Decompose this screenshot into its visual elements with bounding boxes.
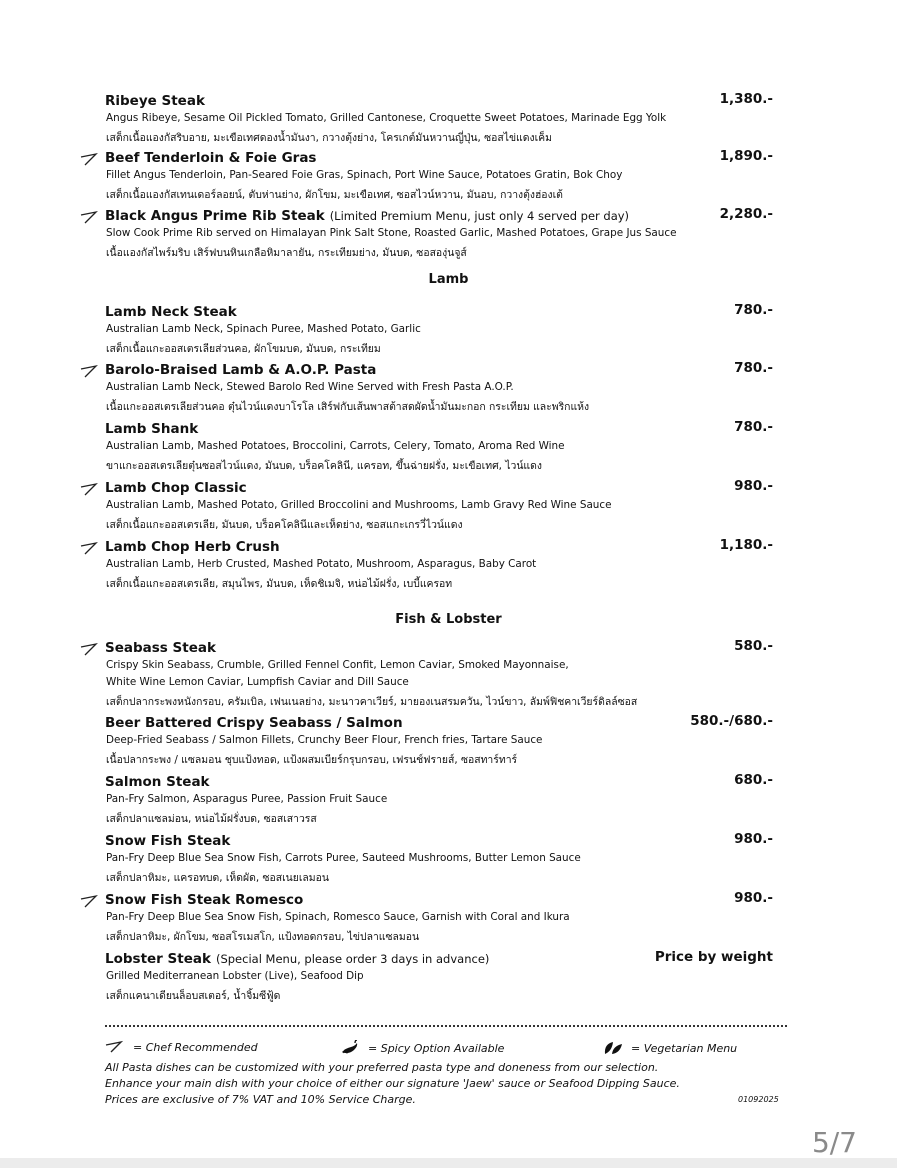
menu-item-description: เสต็กเนื้อแกะออสเตรเลียส่วนคอ, ผักโขมบด, มันบด, กระเทียม [106, 343, 381, 355]
chef-recommended-icon [80, 151, 98, 167]
section-title-fish: Fish & Lobster [395, 612, 502, 627]
menu-item-name [105, 951, 489, 967]
menu-item-description: เสต็กเนื้อแกะออสเตรเลีย, มันบด, บร็อคโคลินีและเห็ดย่าง, ซอสแกะเกรวี่ไวน์แดง [106, 519, 463, 531]
menu-item-description: Angus Ribeye, Sesame Oil Pickled Tomato, Grilled Cantonese, Croquette Sweet Potatoes, Marinade Egg Yolk [106, 112, 667, 124]
menu-item-description: Australian Lamb, Herb Crusted, Mashed Potato, Mushroom, Asparagus, Baby Carot [106, 558, 537, 570]
note-pasta: All Pasta dishes can be customized with your preferred pasta type and doneness from our selection. [105, 1061, 659, 1074]
menu-item-price: 780.- [734, 419, 773, 435]
menu-item-description: เสต็กเนื้อแองกัสเทนเดอร์ลอยน์, ตับห่านย่าง, ผักโขม, มะเขือเทศ, ซอสไวน์หวาน, มันอบ, กวางตุ้งฮ่องเต้ [106, 189, 563, 201]
chef-recommended-icon [105, 1040, 125, 1054]
chef-recommended-icon [80, 481, 98, 497]
chef-recommended-icon [80, 893, 98, 909]
menu-item-price: 980.- [734, 478, 773, 494]
menu-item-price: 580.-/680.- [690, 713, 773, 729]
menu-item-description: ขาแกะออสเตรเลียตุ๋นซอสไวน์แดง, มันบด, บร็อคโคลินี, แครอท, ขึ้นฉ่ายฝรั่ง, มะเขือเทศ, ไวน์แดง [106, 460, 542, 472]
menu-item-description: เนื้อปลากระพง / แซลมอน ชุบแป้งทอด, แป้งผสมเบียร์กรุบกรอบ, เฟรนช์ฟรายส์, ซอสทาร์ทาร์ [106, 754, 518, 766]
menu-item-name [105, 304, 237, 320]
menu-item-price: 980.- [734, 831, 773, 847]
menu-item-description: เสต็กปลาแซลม่อน, หน่อไม้ฝรั่งบด, ซอสเสาวรส [106, 813, 317, 825]
menu-item-description: Australian Lamb, Mashed Potatoes, Broccolini, Carrots, Celery, Tomato, Aroma Red Wine [106, 440, 565, 452]
menu-item-title: Lamb Chop Classic [105, 480, 247, 496]
menu-item-description: Slow Cook Prime Rib served on Himalayan Pink Salt Stone, Roasted Garlic, Mashed Potatoes, Grape Jus Sauce [106, 227, 677, 239]
menu-item-note: (Special Menu, please order 3 days in advance) [215, 952, 490, 966]
legend-spicy-label: = Spicy Option Available [368, 1041, 505, 1055]
viewer-footer-bar [0, 1158, 897, 1168]
chef-recommended-icon [80, 641, 98, 657]
menu-item-title: Salmon Steak [105, 774, 210, 790]
menu-item-description: Australian Lamb Neck, Spinach Puree, Mashed Potato, Garlic [106, 323, 421, 335]
menu-item-description: เนื้อแกะออสเตรเลียส่วนคอ ตุ๋นไวน์แดงบาโรโล เสิร์ฟกับเส้นพาสต้าสดผัดน้ำมันมะกอก กระเทียม และพริกแห้ง [106, 401, 590, 413]
menu-item-title: Ribeye Steak [105, 93, 205, 109]
legend-veg [603, 1040, 737, 1056]
menu-item-price: Price by weight [654, 949, 773, 965]
menu-item-title: Lobster Steak [105, 951, 211, 967]
menu-item-description: เสต็กปลาหิมะ, ผักโขม, ซอสโรเมสโก, แป้งทอดกรอบ, ไข่ปลาแซลมอน [106, 931, 420, 943]
menu-item-name [105, 480, 247, 496]
menu-item-price: 780.- [734, 302, 773, 318]
menu-item-title: Black Angus Prime Rib Steak [105, 208, 325, 224]
menu-item-description: Pan-Fry Deep Blue Sea Snow Fish, Carrots Puree, Sauteed Mushrooms, Butter Lemon Sauce [106, 852, 581, 864]
document-code: 01092025 [738, 1095, 779, 1104]
menu-item-name [105, 715, 403, 731]
menu-item-description: เสต็กปลากระพงหนังกรอบ, ครัมเบิล, เฟนเนลย่าง, มะนาวคาเวียร์, มายองเนสรมควัน, ไวน์ขาว, ลัมพ์ฟิชคาเวียร์ดิลล์ซอส [106, 696, 638, 708]
note-sauce: Enhance your main dish with your choice of either our signature 'Jaew' sauce or Seafood Dipping Sauce. [105, 1077, 680, 1090]
menu-item-description: Deep-Fried Seabass / Salmon Fillets, Crunchy Beer Flour, French fries, Tartare Sauce [106, 734, 543, 746]
legend-spicy [340, 1040, 504, 1056]
menu-item-name [105, 362, 376, 378]
menu-item-description: Australian Lamb, Mashed Potato, Grilled Broccolini and Mushrooms, Lamb Gravy Red Wine Sauce [106, 499, 612, 511]
menu-item-description: Australian Lamb Neck, Stewed Barolo Red Wine Served with Fresh Pasta A.O.P. [106, 381, 514, 393]
legend-veg-label: = Vegetarian Menu [631, 1041, 738, 1055]
menu-item-description: เนื้อแองกัสไพร์มริบ เสิร์ฟบนหินเกลือหิมาลายัน, กระเทียมย่าง, มันบด, ซอสองุ่นจูส์ [106, 247, 467, 259]
menu-item-title: Snow Fish Steak Romesco [105, 892, 304, 908]
menu-item-name [105, 150, 316, 166]
menu-item-name [105, 93, 205, 109]
chef-recommended-icon [80, 540, 98, 556]
menu-item-title: Lamb Chop Herb Crush [105, 539, 280, 555]
note-vat: Prices are exclusive of 7% VAT and 10% Service Charge. [105, 1093, 416, 1106]
chef-recommended-icon [80, 363, 98, 379]
menu-item-price: 1,890.- [719, 148, 773, 164]
section-title-lamb: Lamb [428, 272, 469, 287]
menu-item-description: เสต็กแคนาเดียนล็อบสเตอร์, น้ำจิ้มซีฟู้ด [106, 990, 281, 1002]
chef-recommended-icon [80, 209, 98, 225]
chili-icon [340, 1040, 360, 1056]
legend-chef [105, 1040, 258, 1054]
menu-item-title: Lamb Shank [105, 421, 199, 437]
menu-item-name [105, 208, 629, 224]
menu-item-description: Pan-Fry Salmon, Asparagus Puree, Passion Fruit Sauce [106, 793, 388, 805]
menu-item-price: 980.- [734, 890, 773, 906]
menu-item-price: 680.- [734, 772, 773, 788]
menu-item-price: 1,180.- [719, 537, 773, 553]
menu-item-description: White Wine Lemon Caviar, Lumpfish Caviar and Dill Sauce [106, 676, 409, 688]
menu-item-price: 780.- [734, 360, 773, 376]
menu-item-title: Beef Tenderloin & Foie Gras [105, 150, 317, 166]
leaf-icon [603, 1040, 623, 1056]
menu-item-title: Seabass Steak [105, 640, 216, 656]
menu-item-note: (Limited Premium Menu, just only 4 served per day) [329, 209, 630, 223]
menu-item-name [105, 892, 303, 908]
menu-item-description: เสต็กปลาหิมะ, แครอทบด, เห็ดผัด, ซอสเนยเลมอน [106, 872, 329, 884]
menu-item-price: 2,280.- [719, 206, 773, 222]
menu-item-title: Barolo-Braised Lamb & A.O.P. Pasta [105, 362, 377, 378]
menu-item-description: Fillet Angus Tenderloin, Pan-Seared Foie Gras, Spinach, Port Wine Sauce, Potatoes Gratin, Bok Choy [106, 169, 623, 181]
menu-item-description: Grilled Mediterranean Lobster (Live), Seafood Dip [106, 970, 364, 982]
menu-item-name [105, 774, 210, 790]
menu-item-title: Lamb Neck Steak [105, 304, 237, 320]
menu-item-description: Pan-Fry Deep Blue Sea Snow Fish, Spinach, Romesco Sauce, Garnish with Coral and Ikura [106, 911, 570, 923]
menu-item-name [105, 833, 230, 849]
menu-item-price: 580.- [734, 638, 773, 654]
menu-item-description: เสต็กเนื้อแกะออสเตรเลีย, สมุนไพร, มันบด, เห็ดชิเมจิ, หน่อไม้ฝรั่ง, เบบี้แครอท [106, 578, 453, 590]
page-indicator: 5/7 [811, 1126, 857, 1159]
legend-chef-label: = Chef Recommended [133, 1040, 258, 1054]
menu-item-name [105, 640, 216, 656]
menu-item-name [105, 539, 280, 555]
menu-item-description: Crispy Skin Seabass, Crumble, Grilled Fennel Confit, Lemon Caviar, Smoked Mayonnaise, [106, 659, 569, 671]
menu-item-price: 1,380.- [719, 91, 773, 107]
menu-item-name [105, 421, 198, 437]
divider [105, 1025, 787, 1027]
menu-item-description: เสต็กเนื้อแองกัสริบอาย, มะเขือเทศดองน้ำมันงา, กวางตุ้งย่าง, โครเกต์มันหวานญี่ปุ่น, ซอสไข่แดงเค็ม [106, 132, 552, 144]
menu-item-title: Beer Battered Crispy Seabass / Salmon [105, 715, 403, 731]
menu-item-title: Snow Fish Steak [105, 833, 231, 849]
